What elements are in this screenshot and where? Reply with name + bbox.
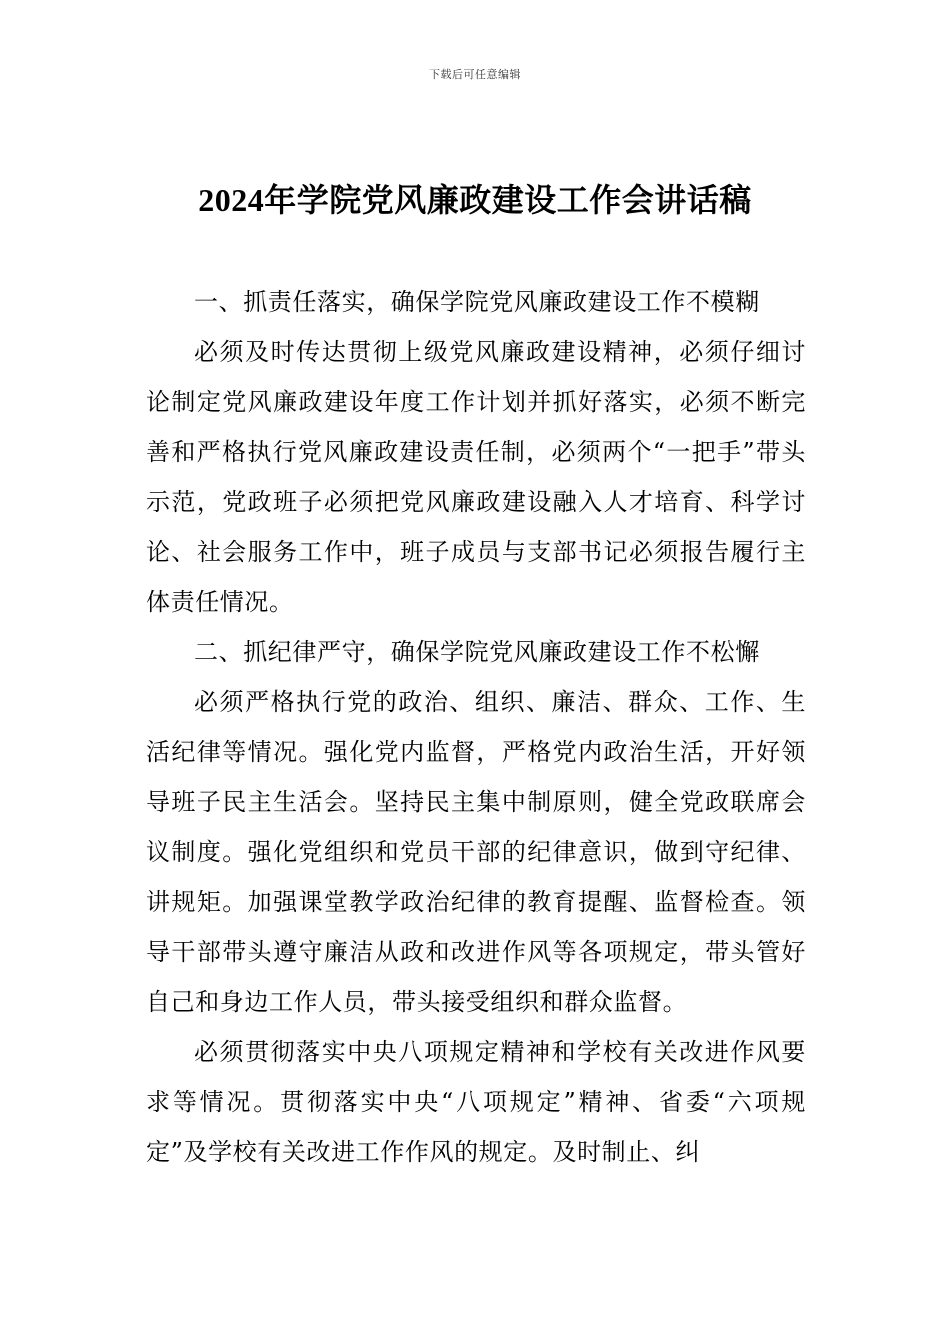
document-title: 2024年学院党风廉政建设工作会讲话稿 xyxy=(198,182,752,218)
section-heading-2: 二、抓纪律严守，确保学院党风廉政建设工作不松懈 xyxy=(194,638,760,666)
body-paragraph: 必须贯彻落实中央八项规定精神和学校有关改进作风要求等情况。贯彻落实中央“八项规定”精神、省委“六项规定”及学校有关改进工作作风的规定。及时制止、纠 xyxy=(146,1038,806,1166)
body-paragraph: 必须严格执行党的政治、组织、廉洁、群众、工作、生活纪律等情况。强化党内监督，严格党内政治生活，开好领导班子民主生活会。坚持民主集中制原则，健全党政联席会议制度。强化党组织和党员干部的纪律意识，做到守纪律、讲规矩。加强课堂教学政治纪律的教育提醒、监督检查。领导干部带头遵守廉洁从政和改进作风等各项规定，带头管好自己和身边工作人员，带头接受组织和群众监督。 xyxy=(146,688,806,1016)
document-body xyxy=(146,277,806,1177)
body-paragraph: 必须及时传达贯彻上级党风廉政建设精神，必须仔细讨论制定党风廉政建设年度工作计划并抓好落实，必须不断完善和严格执行党风廉政建设责任制，必须两个“一把手”带头示范，党政班子必须把党风廉政建设融入人才培育、科学讨论、社会服务工作中，班子成员与支部书记必须报告履行主体责任情况。 xyxy=(146,338,806,616)
header-note: 下载后可任意编辑 xyxy=(429,68,521,81)
section-heading-1: 一、抓责任落实，确保学院党风廉政建设工作不模糊 xyxy=(194,288,760,316)
